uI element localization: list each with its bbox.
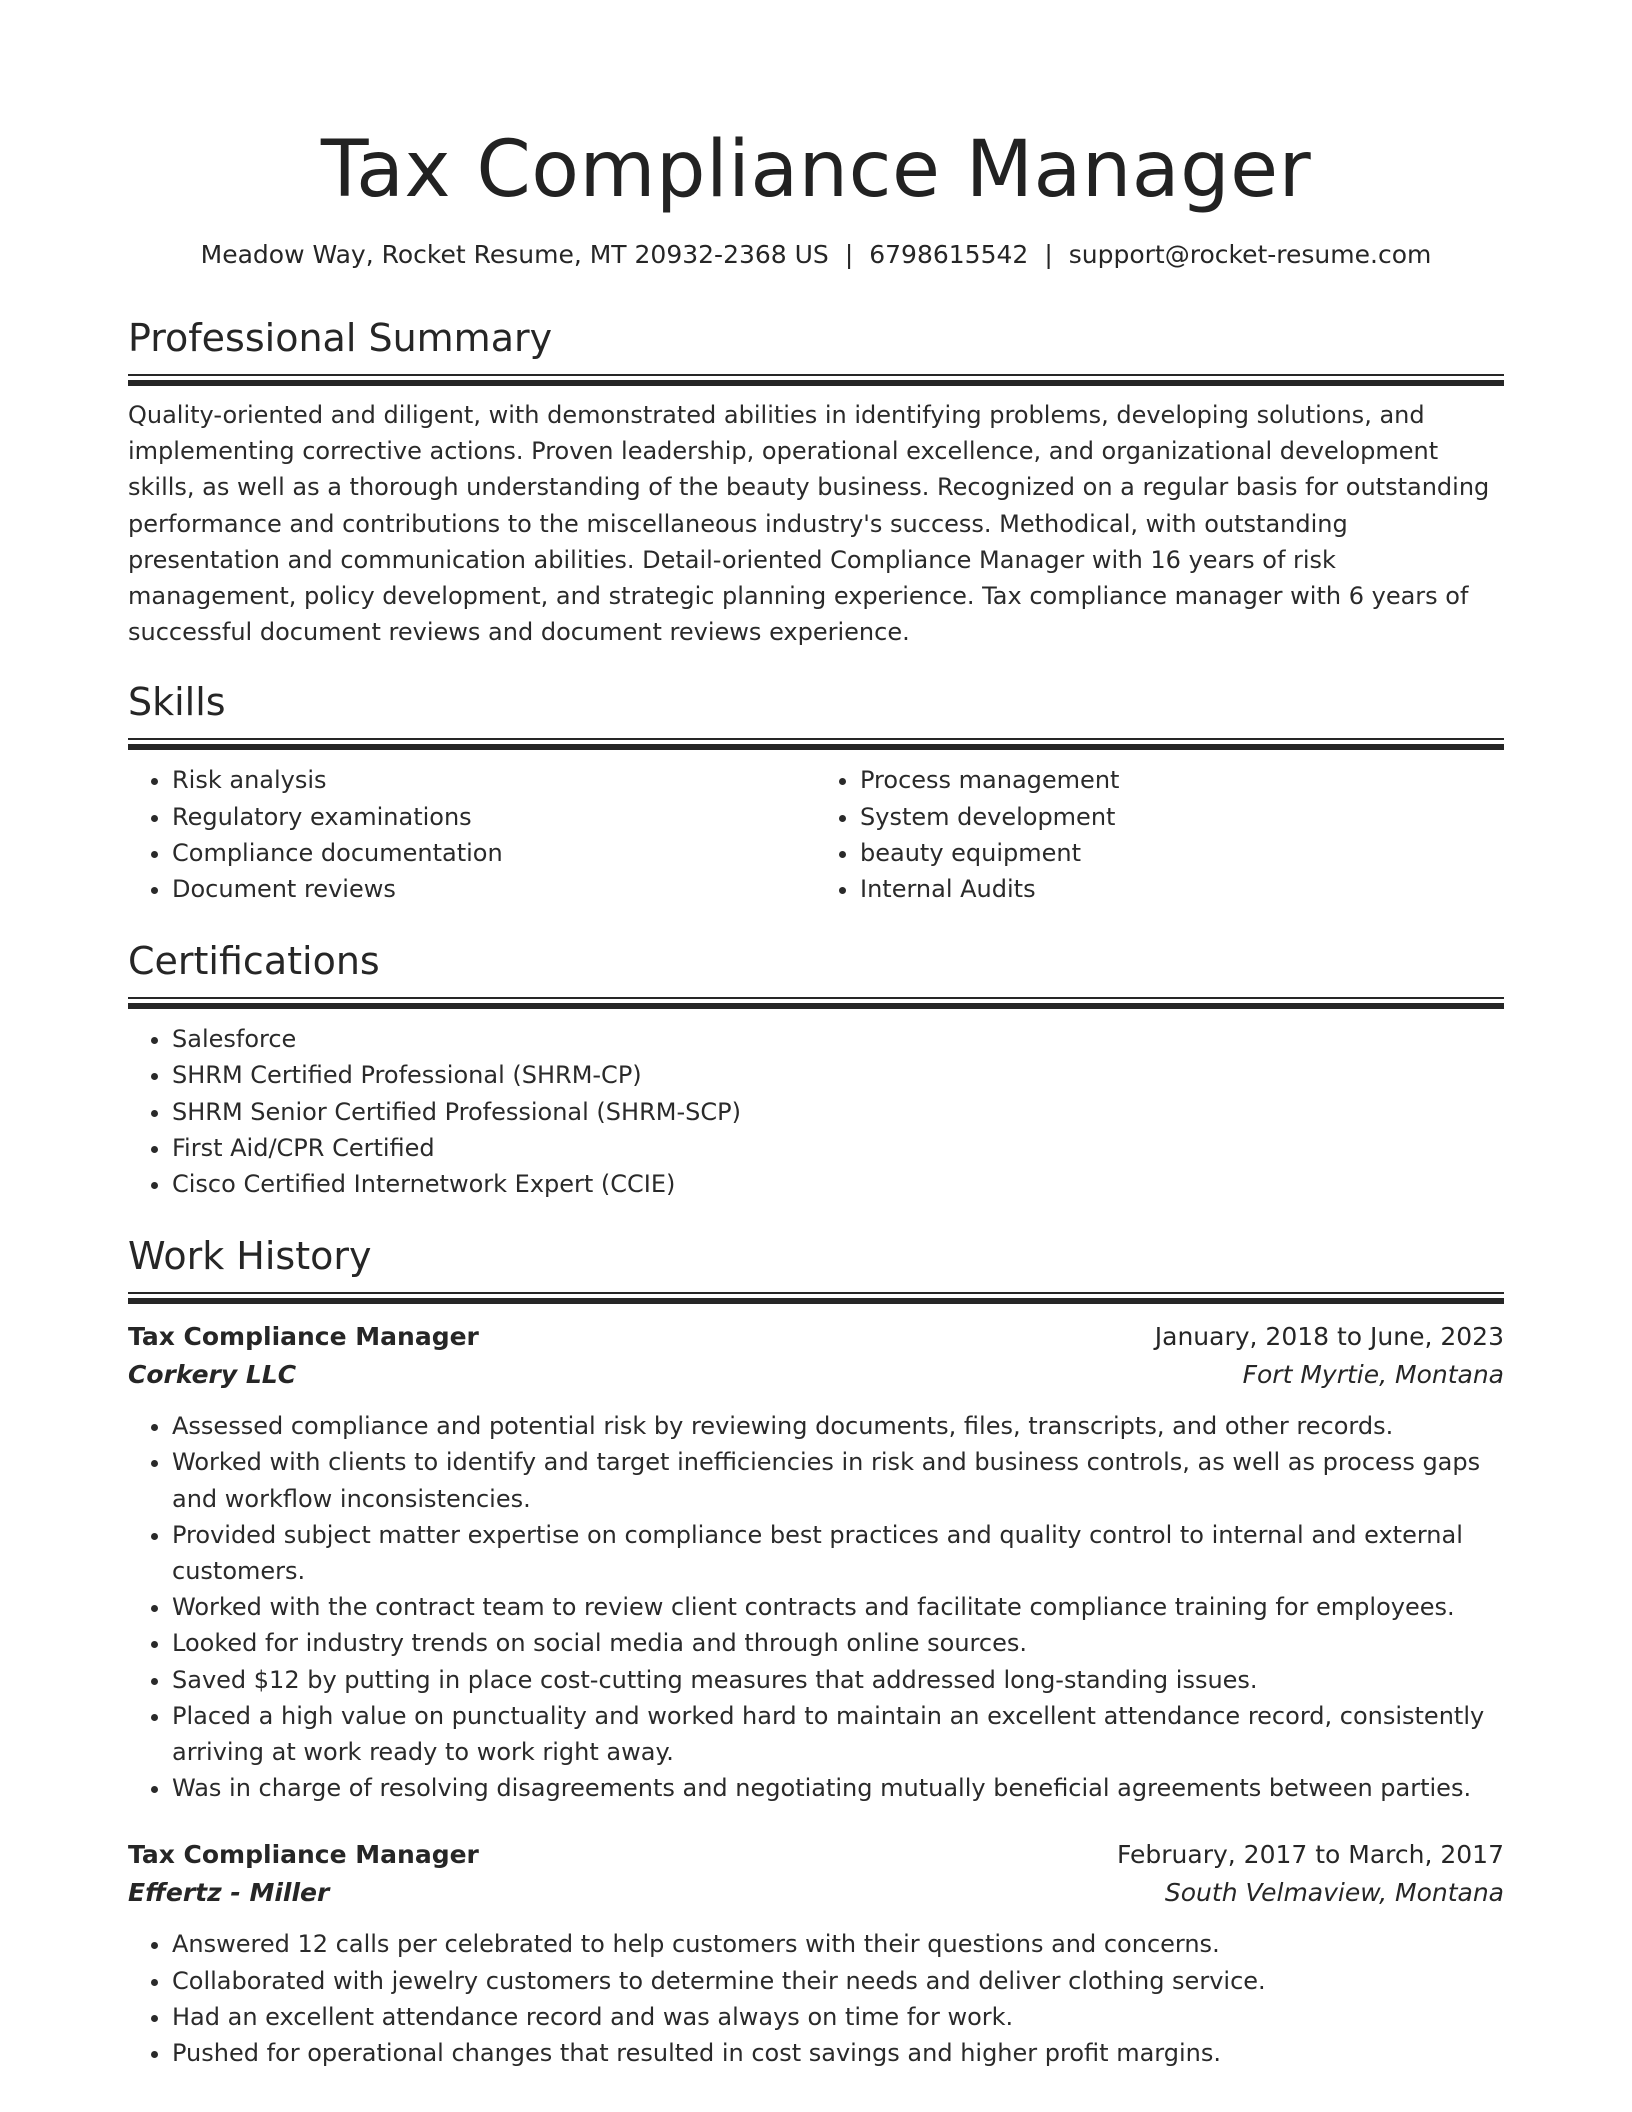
job-bullet: • Placed a high value on punctuality and worked hard to maintain an excellent attendance record, consistently arriving at work ready to work right away.: [172, 1698, 1504, 1770]
section-divider: [128, 997, 1504, 1009]
job-bullet: • Worked with the contract team to review client contracts and facilitate compliance training for employees.: [172, 1589, 1504, 1625]
certification-item: • SHRM Certified Professional (SHRM-CP): [172, 1057, 1504, 1093]
job-company: Effertz - Miller: [128, 1878, 330, 1908]
job-bullet: • Pushed for operational changes that resulted in cost savings and higher profit margins.: [172, 2035, 1504, 2071]
job-entry: [128, 1836, 1504, 2071]
skills-section: [128, 678, 1504, 907]
job-location: South Velmaview, Montana: [1164, 1878, 1504, 1908]
skills-list-right: [816, 762, 1504, 907]
skills-list-left: [128, 762, 816, 907]
job-title: Tax Compliance Manager: [128, 1322, 479, 1352]
job-bullet: • Answered 12 calls per celebrated to help customers with their questions and concerns.: [172, 1926, 1504, 1962]
job-title: Tax Compliance Manager: [128, 1840, 479, 1870]
resume-name: Tax Compliance Manager: [320, 125, 1312, 215]
skill-item: • System development: [860, 799, 1504, 835]
certification-item: • Salesforce: [172, 1021, 1504, 1057]
skill-item: • Regulatory examinations: [172, 799, 816, 835]
job-bullet: • Saved $12 by putting in place cost-cutting measures that addressed long-standing issues.: [172, 1662, 1504, 1698]
skill-item: • beauty equipment: [860, 835, 1504, 871]
job-bullet-list: [128, 1408, 1504, 1806]
contact-separator: |: [844, 240, 854, 269]
job-bullet: • Had an excellent attendance record and was always on time for work.: [172, 1999, 1504, 2035]
job-subheader: [128, 1874, 1504, 1912]
certifications-section: [128, 937, 1504, 1202]
certification-item: • SHRM Senior Certified Professional (SHRM-SCP): [172, 1094, 1504, 1130]
contact-line: [128, 238, 1504, 272]
section-divider: [128, 738, 1504, 750]
certifications-heading: Certifications: [128, 939, 380, 984]
contact-phone: 6798615542: [869, 240, 1029, 269]
job-subheader: [128, 1356, 1504, 1394]
summary-text: Quality-oriented and diligent, with demonstrated abilities in identifying problems, developing solutions, and implementing corrective actions. Proven leadership, operational excellence, and organizational development skills, as well as a thorough understanding of the beauty business. Recognized on a regular basis for outstanding performance and contributions to the miscellaneous industry's success. Methodical, with outstanding presentation and communication abilities. Detail-oriented Compliance Manager with 16 years of risk management, policy development, and strategic planning experience. Tax compliance manager with 6 years of successful document reviews and document reviews experience.: [128, 401, 1490, 647]
job-company: Corkery LLC: [128, 1360, 297, 1390]
job-bullet: • Was in charge of resolving disagreements and negotiating mutually beneficial agreements between parties.: [172, 1770, 1504, 1806]
skill-item: • Compliance documentation: [172, 835, 816, 871]
job-bullet: • Looked for industry trends on social media and through online sources.: [172, 1625, 1504, 1661]
skills-heading: Skills: [128, 680, 226, 725]
summary-heading: Professional Summary: [128, 316, 553, 360]
work-history-heading: Work History: [128, 1234, 372, 1279]
job-bullet: • Worked with clients to identify and target inefficiencies in risk and business controls, as well as process gaps and workflow inconsistencies.: [172, 1444, 1504, 1516]
skill-item: • Document reviews: [172, 871, 816, 907]
job-bullet-list: [128, 1926, 1504, 2071]
job-bullet: • Provided subject matter expertise on compliance best practices and quality control to internal and external customers.: [172, 1517, 1504, 1589]
job-entry: [128, 1318, 1504, 1806]
job-location: Fort Myrtie, Montana: [1242, 1360, 1504, 1390]
skill-item: • Process management: [860, 762, 1504, 798]
skill-item: • Risk analysis: [172, 762, 816, 798]
section-divider: [128, 374, 1504, 386]
contact-separator: |: [1044, 240, 1053, 269]
job-header: [128, 1836, 1504, 1874]
certifications-list: [128, 1021, 1504, 1202]
certification-item: • Cisco Certified Internetwork Expert (CCIE): [172, 1166, 1504, 1202]
skills-grid: [128, 762, 1504, 907]
certification-item: • First Aid/CPR Certified: [172, 1130, 1504, 1166]
skill-item: • Internal Audits: [860, 871, 1504, 907]
job-dates: February, 2017 to March, 2017: [1116, 1840, 1504, 1870]
summary-section: [128, 314, 1504, 650]
job-header: [128, 1318, 1504, 1356]
job-dates: January, 2018 to June, 2023: [1154, 1322, 1504, 1352]
section-divider: [128, 1292, 1504, 1304]
contact-address: Meadow Way, Rocket Resume, MT 20932-2368 US: [200, 240, 829, 269]
work-history-section: [128, 1232, 1504, 2071]
job-bullet: • Assessed compliance and potential risk by reviewing documents, files, transcripts, and other records.: [172, 1408, 1504, 1444]
contact-email: support@rocket-resume.com: [1068, 240, 1432, 269]
job-bullet: • Collaborated with jewelry customers to determine their needs and deliver clothing service.: [172, 1963, 1504, 1999]
